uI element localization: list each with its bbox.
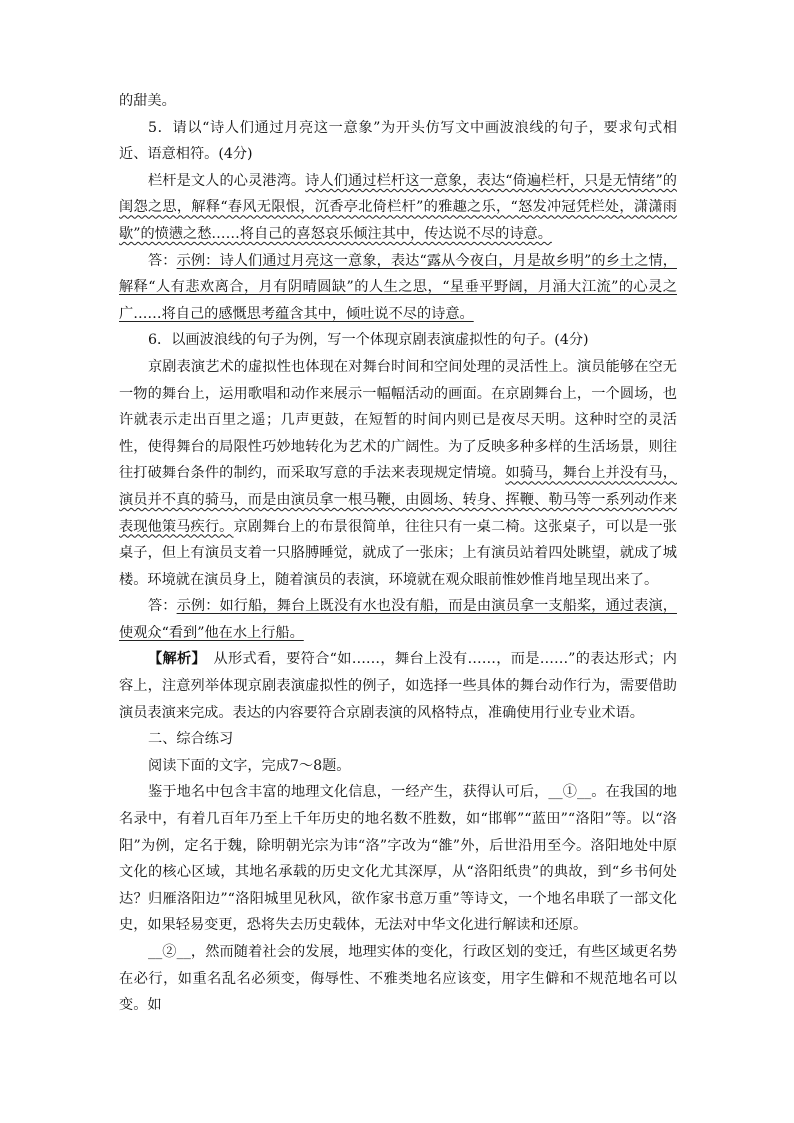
paragraph-text: 。在我国的地名录中，有着几百年乃至上千年历史的地名数不胜数，如“邯郸”“蓝田”“洛阳”等。以“洛阳”为例，定名于魏，除明朝光宗为讳“洛”字改为“雒”外，后世沿用至今。洛阳地处中原文化的核心区域，其地名承载的历史文化尤其深厚，从“洛阳纸贵”的典故，到“乡书何处达？归雁洛阳边”“洛阳城里见秋风，欲作家书意万重”等诗文，一个地名串联了一部文化史，如果轻易变更，恐将失去历史载体，无法对中华文化进行解读和还原。	[119, 784, 677, 934]
question-6: 6．以画波浪线的句子为例，写一个体现京剧表演虚拟性的句子。(4分)	[148, 332, 589, 349]
analysis	[119, 646, 677, 726]
paragraph-text: ，然而随着社会的发展，地理实体的变化，行政区划的变迁，有些区域更名势在必行，如重名乱名必须变，侮辱性、不雅类地名应该变，用字生僻和不规范地名可以变。如	[119, 944, 677, 1014]
answer-text: 示例：如行船，舞台上既没有水也没有船，而是由演员拿一支船桨，通过表演，使观众“看到”他在水上行船。	[119, 598, 677, 641]
question-6-passage	[119, 354, 677, 593]
reading-paragraph-1	[119, 779, 677, 939]
passage-part-a: 京剧表演艺术的虚拟性也体现在对舞台时间和空间处理的灵活性上。演员能够在空无一物的舞台上，运用歌唱和动作来展示一幅幅活动的画面。在京剧舞台上，一个圆场，也许就表示走出百里之遥；几声更鼓，在短暂的时间内则已是夜尽天明。这种时空的灵活性，使得舞台的局限性巧妙地转化为艺术的广阔性。为了反映多种多样的生活场景，则往往打破舞台条件的制约，而采取写意的手法来表现规定情境。	[119, 358, 677, 482]
question-5: 5．请以“诗人们通过月亮这一意象”为开头仿写文中画波浪线的句子，要求句式相近、语意相符。(4分)	[119, 119, 677, 163]
answer-label: 答：	[148, 252, 177, 269]
blank-2: __②__	[148, 944, 191, 960]
paragraph-text: 鉴于地名中包含丰富的地理文化信息，一经产生，获得认可后，	[148, 784, 549, 801]
wavy-underlined-sentence: 诗人们通过栏杆这一意象，表达“倚遍栏杆，只是无情绪”的闺怨之思，解释“春风无限恨，沉香亭北倚栏杆”的雅趣之乐，“怒发冲冠凭栏处，潇潇雨歇”的愤懑之愁……将自己的喜怒哀乐倾注其中，传达说不尽的诗意。	[119, 172, 677, 242]
answer-text: 示例：诗人们通过月亮这一意象，表达“露从今夜白，月是故乡明”的乡土之情，解释“人有悲欢离合，月有阴晴圆缺”的人生之思，“星垂平野阔，月涌大江流”的心灵之广……将自己的感慨思考蕴含其中，倾吐说不尽的诗意。	[119, 252, 677, 322]
line-continuation: 的甜美。	[119, 93, 176, 109]
analysis-label: 【解析】	[148, 651, 199, 668]
question-5-passage	[119, 168, 677, 248]
question-5-answer	[119, 248, 677, 328]
passage-part-b: 京剧舞台上的布景很简单，往往只有一桌二椅。这张桌子，可以是一张桌子，但上有演员支着一只胳膊睡觉，就成了一张床；上有演员站着四处眺望，就成了城楼。环境就在演员身上，随着演员的表演，环境就在观众眼前惟妙惟肖地呈现出来了。	[119, 518, 677, 588]
reading-instruction: 阅读下面的文字，完成7～8题。	[148, 757, 351, 774]
analysis-text: 从形式看，要符合“如……，舞台上没有……，而是……”的表达形式；内容上，注意列举体现京剧表演虚拟性的例子，如选择一些具体的舞台动作行为，需要借助演员表演来完成。表达的内容要符合京剧表演的风格特点，准确使用行业专业术语。	[119, 651, 677, 721]
passage-intro: 栏杆是文人的心灵港湾。	[148, 172, 306, 189]
document-page	[119, 88, 677, 1019]
blank-1: __①__	[548, 784, 592, 801]
section-heading: 二、综合练习	[148, 731, 234, 748]
wavy-underlined-sentence: 如骑马，舞台上并没有马，演员并不真的骑马，而是由演员拿一根马鞭，由圆场、转身、挥鞭、勒马等一系列动作来表现他策马疾行。	[119, 465, 677, 535]
reading-paragraph-2	[119, 939, 677, 1019]
answer-label: 答：	[148, 598, 177, 615]
question-6-answer	[119, 593, 677, 646]
